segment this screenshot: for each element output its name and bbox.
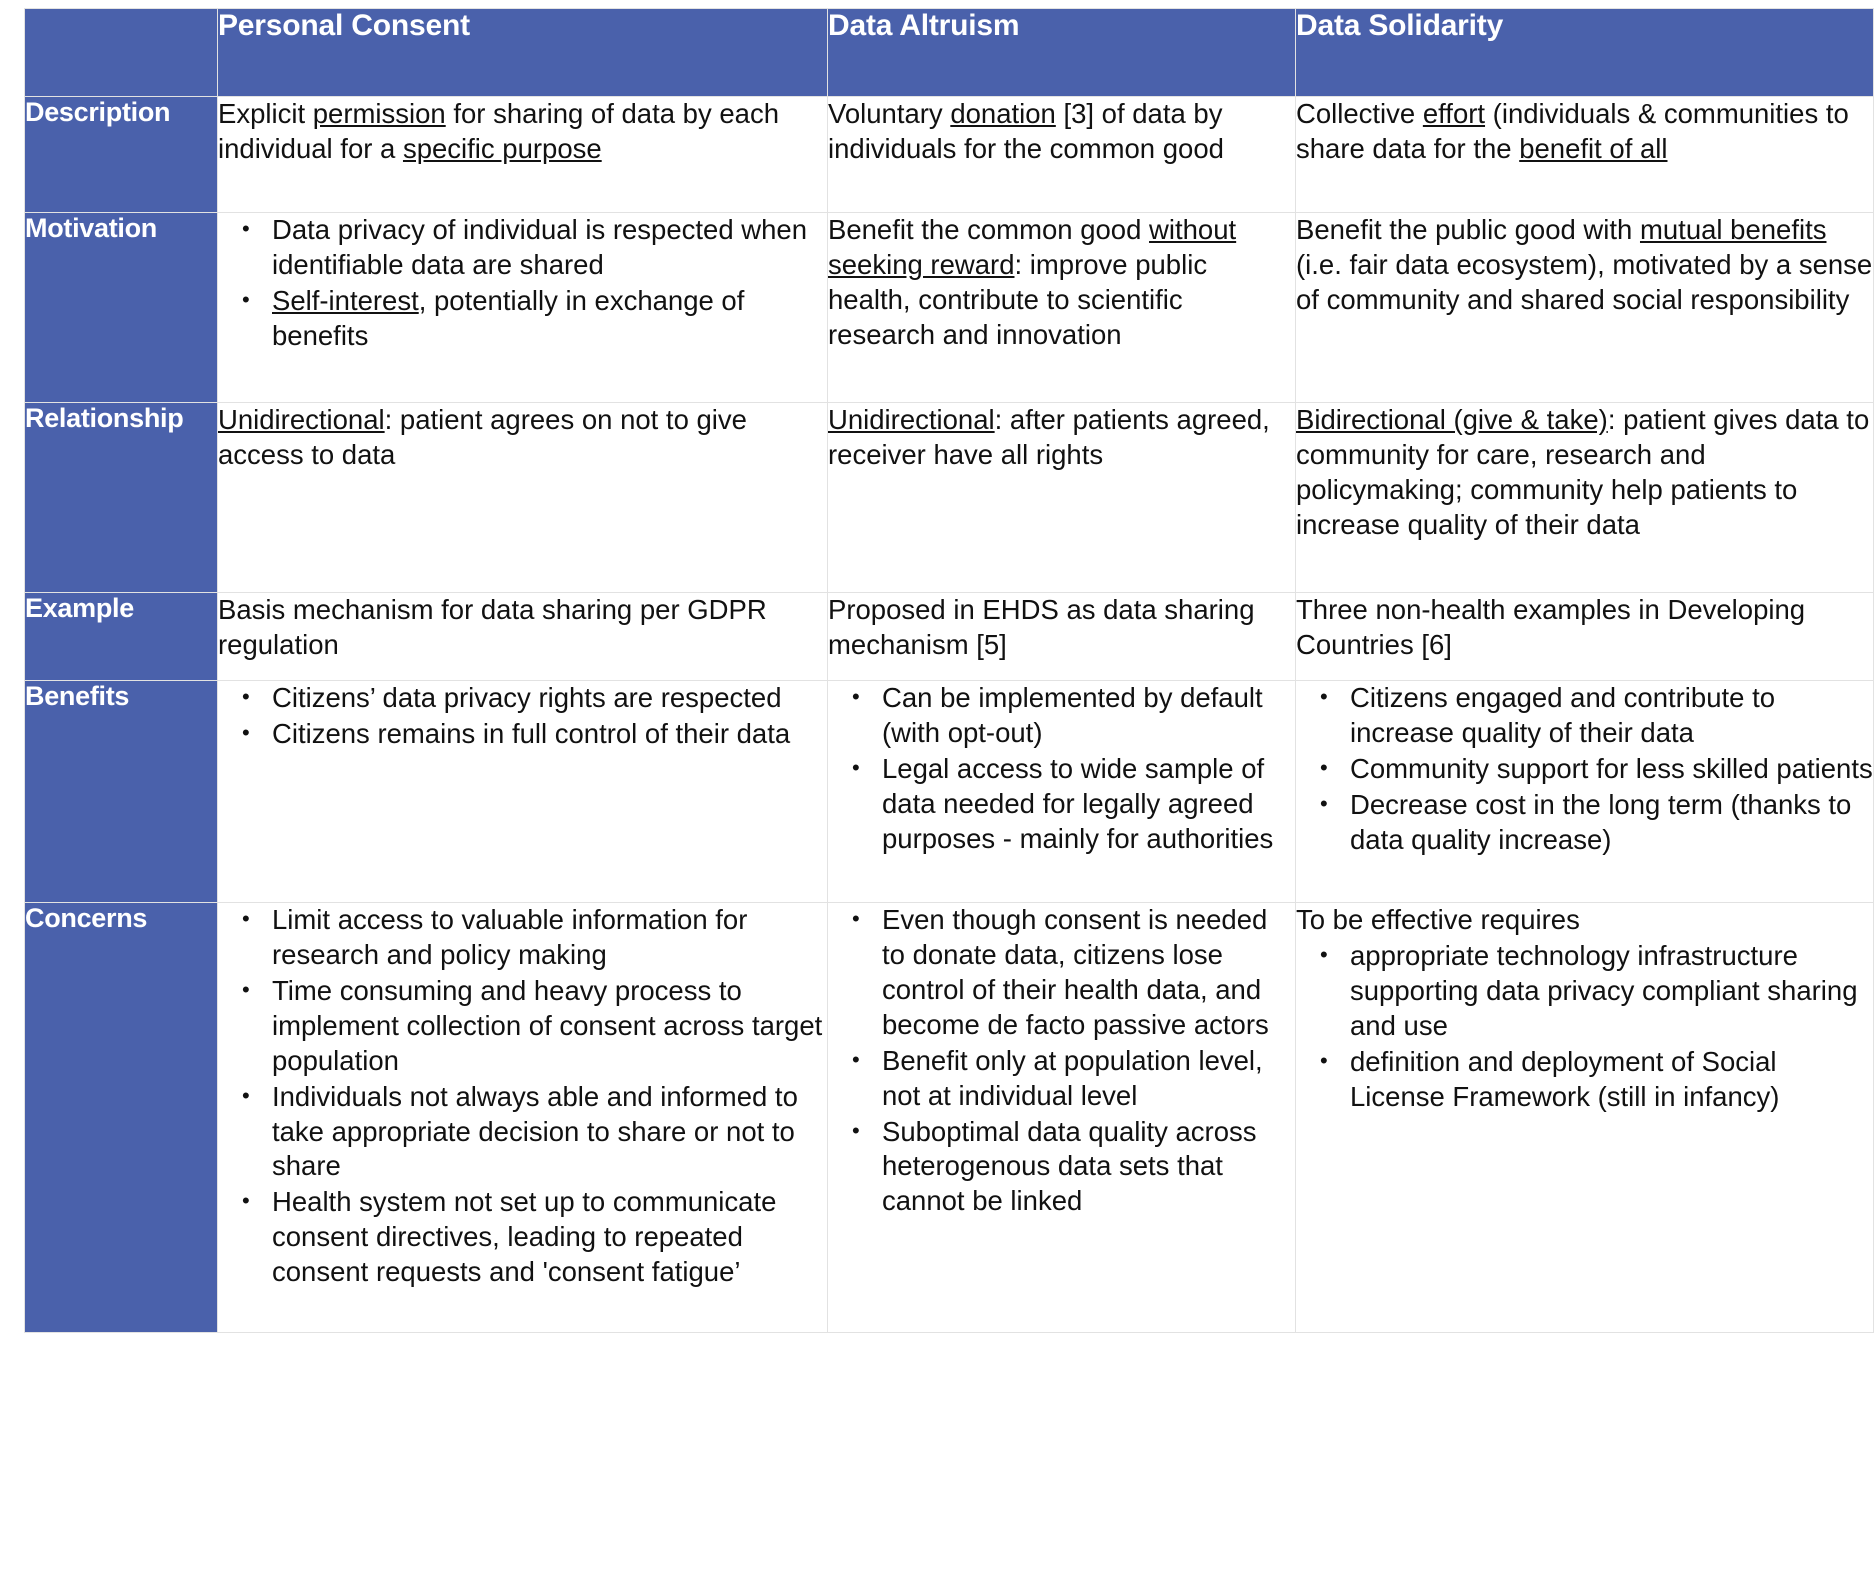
text-run: Benefit the common good: [828, 214, 1150, 245]
cell-description-personal-consent: [218, 97, 828, 213]
bullet-item: [1318, 752, 1873, 787]
bullet-item: [240, 1185, 827, 1290]
cell-example-data-altruism: [828, 593, 1296, 681]
cell-paragraph: [1296, 97, 1873, 167]
bullet-item: [850, 903, 1295, 1043]
text-run: Health system not set up to communicate consent directives, leading to repeated consent requests and 'consent fatigue’: [272, 1186, 777, 1288]
emphasis-underline: donation: [950, 98, 1056, 129]
text-run: Three non-health examples in Developing Countries [6]: [1296, 594, 1806, 660]
text-run: Legal access to wide sample of data needed for legally agreed purposes - mainly for authorities: [882, 752, 1274, 854]
bullet-item: [240, 213, 827, 283]
cell-bullet-list: [828, 681, 1295, 857]
cell-concerns-data-altruism: [828, 903, 1296, 1333]
text-run: Benefit the public good with: [1296, 214, 1640, 245]
row-label-description: Description: [25, 97, 218, 213]
bullet-item: [240, 717, 827, 752]
column-header-data-solidarity: Data Solidarity: [1296, 9, 1874, 97]
bullet-item: [240, 974, 827, 1079]
row-label-benefits: Benefits: [25, 681, 218, 903]
cell-motivation-personal-consent: [218, 213, 828, 403]
cell-benefits-personal-consent: [218, 681, 828, 903]
comparison-table: [24, 8, 1874, 1333]
text-run: definition and deployment of Social License Framework (still in infancy): [1350, 1045, 1780, 1112]
text-run: Individuals not always able and informed to take appropriate decision to share or not to share: [272, 1080, 798, 1182]
cell-bullet-list: [1296, 681, 1873, 858]
text-run: (i.e. fair data ecosystem), motivated by a sense of community and shared social responsibility: [1296, 248, 1873, 315]
cell-paragraph: [828, 403, 1295, 473]
cell-concerns-data-solidarity: [1296, 903, 1874, 1333]
cell-paragraph: [828, 593, 1295, 663]
bullet-item: [1318, 788, 1873, 858]
bullet-item: [1318, 939, 1873, 1044]
bullet-item: [240, 1080, 827, 1185]
cell-paragraph: [1296, 403, 1873, 543]
cell-leadin-text: To be effective requires: [1296, 904, 1580, 935]
header-row: [25, 9, 1874, 97]
row-label-concerns: Concerns: [25, 903, 218, 1333]
text-run: Citizens engaged and contribute to increase quality of their data: [1350, 682, 1776, 748]
cell-example-personal-consent: [218, 593, 828, 681]
cell-motivation-data-solidarity: [1296, 213, 1874, 403]
text-run: Even though consent is needed to donate data, citizens lose control of their health data, and become de facto passive actors: [882, 904, 1269, 1040]
emphasis-underline: specific purpose: [402, 132, 602, 164]
text-run: : patient gives data to community for care, research and policymaking; community help patients to increase quality of their data: [1296, 404, 1870, 540]
text-run: Citizens remains in full control of their data: [272, 717, 791, 749]
cell-bullet-list: [1296, 939, 1873, 1115]
bullet-item: [1318, 681, 1873, 751]
bullet-item: [850, 752, 1295, 857]
cell-bullet-list: [828, 903, 1295, 1219]
table-row: [25, 213, 1874, 403]
emphasis-underline: Unidirectional: [828, 404, 995, 435]
bullet-item: [240, 903, 827, 973]
text-run: (individuals & communities to share data for the: [1296, 98, 1849, 164]
bullet-item: [850, 1115, 1295, 1220]
cell-relationship-data-altruism: [828, 403, 1296, 593]
text-run: Limit access to valuable information for research and policy making: [272, 904, 748, 970]
cell-motivation-data-altruism: [828, 213, 1296, 403]
cell-benefits-data-altruism: [828, 681, 1296, 903]
text-run: Proposed in EHDS as data sharing mechanism [5]: [828, 594, 1255, 660]
row-label-motivation: Motivation: [25, 213, 218, 403]
cell-paragraph: [828, 97, 1295, 167]
table-row: [25, 403, 1874, 593]
emphasis-underline: permission: [312, 98, 446, 129]
row-label-example: Example: [25, 593, 218, 681]
text-run: Suboptimal data quality across heterogenous data sets that cannot be linked: [882, 1115, 1257, 1217]
cell-paragraph: [218, 593, 827, 663]
cell-description-data-solidarity: [1296, 97, 1874, 213]
emphasis-underline: benefit of all: [1519, 132, 1668, 164]
text-run: Collective: [1296, 98, 1423, 129]
cell-paragraph: [218, 403, 827, 473]
column-header-data-altruism: Data Altruism: [828, 9, 1296, 97]
bullet-item: [1318, 1045, 1873, 1115]
bullet-item: [240, 284, 827, 354]
text-run: Explicit: [218, 98, 313, 129]
text-run: Time consuming and heavy process to implement collection of consent across target population: [272, 974, 823, 1076]
cell-relationship-data-solidarity: [1296, 403, 1874, 593]
bullet-item: [240, 681, 827, 716]
cell-example-data-solidarity: [1296, 593, 1874, 681]
row-label-relationship: Relationship: [25, 403, 218, 593]
text-run: Benefit only at population level, not at individual level: [882, 1044, 1263, 1111]
cell-paragraph: [1296, 213, 1873, 318]
text-run: [3] of data by individuals for the common good: [828, 98, 1224, 164]
text-run: , potentially in exchange of benefits: [272, 284, 745, 351]
text-run: Can be implemented by default (with opt-out): [882, 682, 1263, 748]
emphasis-underline: mutual benefits: [1639, 214, 1827, 245]
text-run: appropriate technology infrastructure supporting data privacy compliant sharing and use: [1350, 939, 1858, 1041]
text-run: Decrease cost in the long term (thanks to data quality increase): [1350, 788, 1852, 855]
column-header-personal-consent: Personal Consent: [218, 9, 828, 97]
table-row: [25, 903, 1874, 1333]
text-run: Voluntary: [828, 98, 951, 129]
cell-paragraph: [828, 213, 1295, 353]
emphasis-underline: Self-interest: [272, 284, 419, 316]
cell-bullet-list: [218, 903, 827, 1290]
text-run: : improve public health, contribute to scientific research and innovation: [828, 248, 1208, 350]
bullet-item: [850, 681, 1295, 751]
text-run: Community support for less skilled patients: [1350, 752, 1873, 784]
comparison-table-container: [0, 8, 1876, 1596]
cell-paragraph: [1296, 593, 1873, 663]
table-row: [25, 593, 1874, 681]
text-run: Basis mechanism for data sharing per GDPR regulation: [218, 594, 767, 660]
cell-bullet-list: [218, 681, 827, 752]
emphasis-underline: Bidirectional (give & take): [1296, 404, 1608, 435]
text-run: for sharing of data by each individual for a: [218, 98, 779, 164]
cell-benefits-data-solidarity: [1296, 681, 1874, 903]
table-row: [25, 681, 1874, 903]
table-body: [25, 97, 1874, 1333]
emphasis-underline: Unidirectional: [218, 404, 385, 435]
text-run: : after patients agreed, receiver have all rights: [828, 404, 1270, 470]
header-corner-cell: [25, 9, 218, 97]
bullet-item: [850, 1044, 1295, 1114]
text-run: Data privacy of individual is respected when identifiable data are shared: [272, 214, 808, 280]
emphasis-underline: effort: [1422, 98, 1486, 129]
cell-concerns-personal-consent: [218, 903, 828, 1333]
emphasis-underline: without seeking reward: [828, 214, 1237, 280]
cell-bullet-list: [218, 213, 827, 354]
text-run: Citizens’ data privacy rights are respected: [272, 682, 782, 713]
cell-paragraph: [218, 97, 827, 167]
table-header: [25, 9, 1874, 97]
table-row: [25, 97, 1874, 213]
cell-description-data-altruism: [828, 97, 1296, 213]
cell-relationship-personal-consent: [218, 403, 828, 593]
text-run: : patient agrees on not to give access to data: [218, 404, 747, 470]
